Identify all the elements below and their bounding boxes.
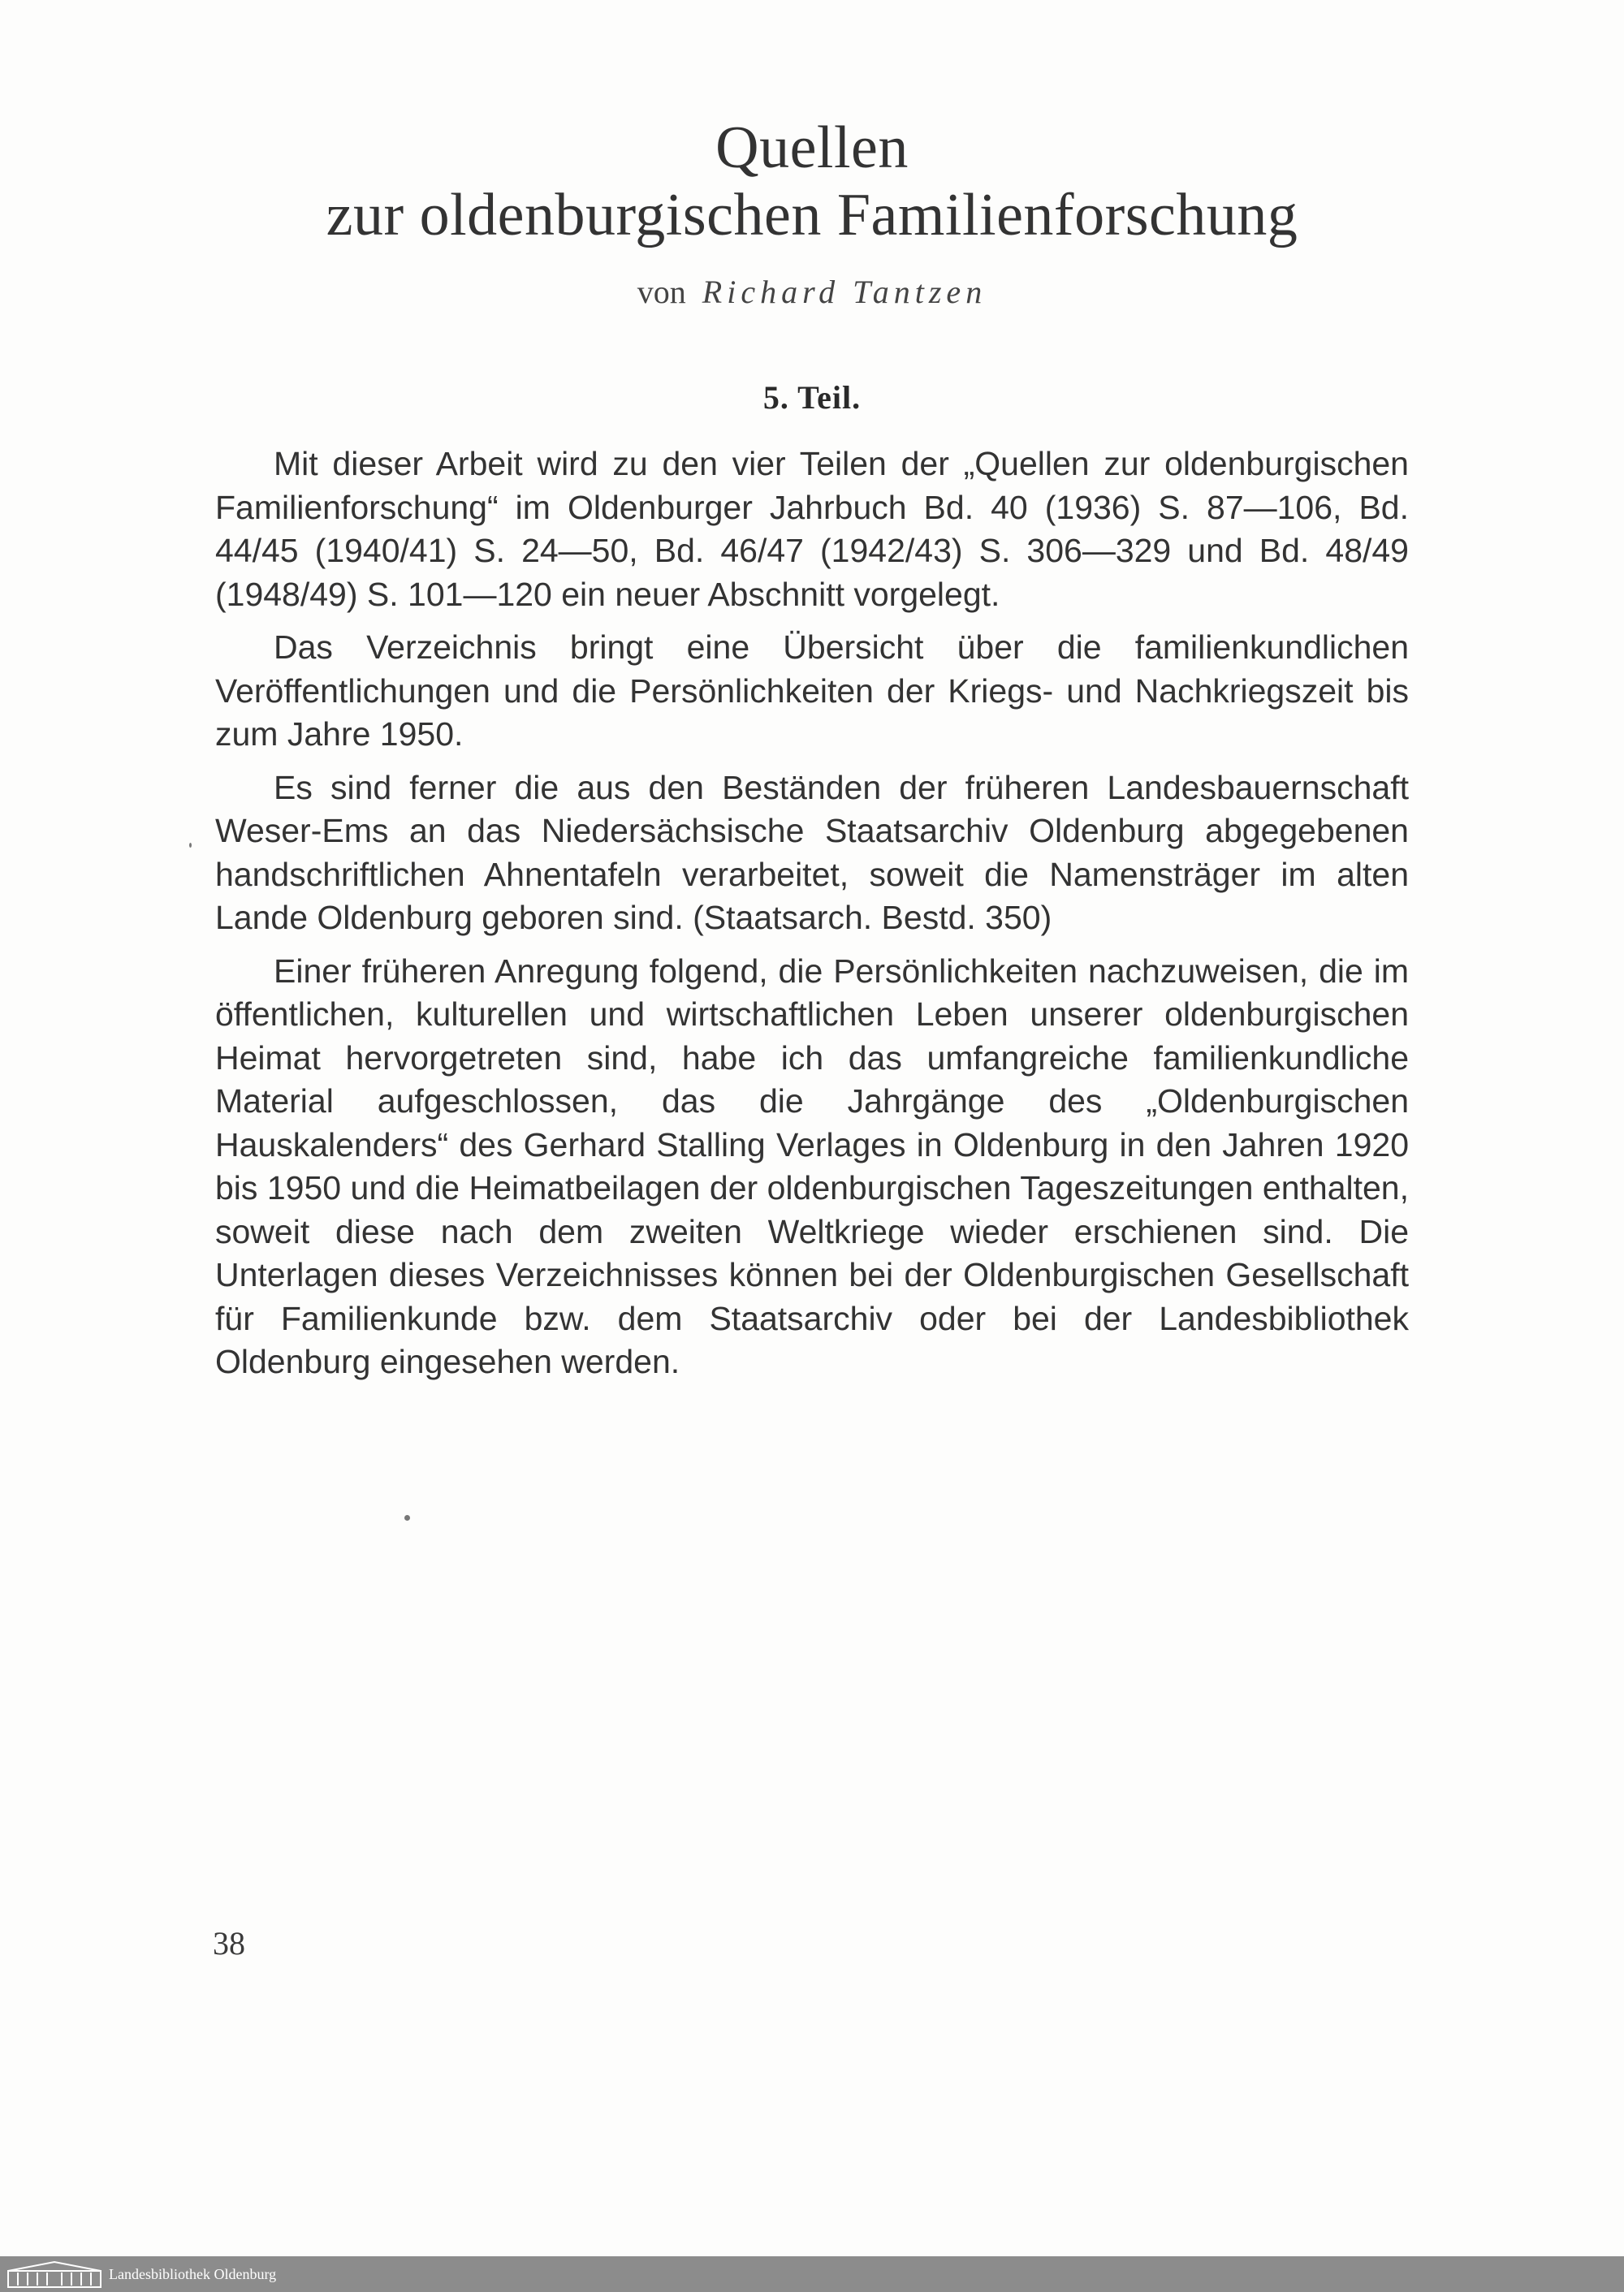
- title-line-1: Quellen: [715, 114, 909, 181]
- author-name: Richard Tantzen: [702, 274, 987, 310]
- title-line-2: zur oldenburgischen Familienforschung: [326, 182, 1298, 248]
- section-heading: 5. Teil.: [762, 379, 862, 416]
- author-prefix: von: [637, 274, 686, 310]
- scan-speck: [404, 1515, 410, 1521]
- paragraph-3: Es sind ferner die aus den Beständen der früheren Landesbauernschaft Weser-Ems an das Niedersächsische Staatsarchiv Oldenburg abgegebenen handschriftlichen Ahnentafeln verarbeitet, soweit die Namensträger im alten Lande Oldenburg geboren sind. (Staatsarch. Bestd. 350): [215, 768, 1409, 936]
- library-building-icon: [6, 2260, 102, 2289]
- body-text: [215, 442, 1409, 1394]
- footer-bar: [0, 2256, 1624, 2292]
- paragraph-4: Einer früheren Anregung folgend, die Persönlichkeiten nachzuweisen, die im öffentlichen, kulturellen und wirtschaftlichen Leben unserer oldenburgischen Heimat hervorgetreten sind, habe ich das umfangreiche familienkundliche Material aufgeschlossen, das die Jahrgänge des „Oldenburgischen Hauskalenders“ des Gerhard Stalling Verlages in Oldenburg in den Jahren 1920 bis 1950 und die Heimatbeilagen der oldenburgischen Tageszeitungen enthalten, soweit diese nach dem zweiten Weltkriege wieder erschienen sind. Die Unterlagen dieses Verzeichnisses können bei der Oldenburgischen Gesellschaft für Familienkunde bzw. dem Staatsarchiv oder bei der Landesbibliothek Oldenburg eingesehen werden.: [215, 952, 1409, 1380]
- paragraph-1: Mit dieser Arbeit wird zu den vier Teilen der „Quellen zur oldenburgischen Familienforschung“ im Oldenburger Jahrbuch Bd. 40 (1936) S. 87—106, Bd. 44/45 (1940/41) S. 24—50, Bd. 46/47 (1942/43) S. 306—329 und Bd. 48/49 (1948/49) S. 101—120 ein neuer Abschnitt vorgelegt.: [215, 445, 1409, 613]
- scan-speck: [189, 843, 192, 848]
- paragraph-2: Das Verzeichnis bringt eine Übersicht über die familienkundlichen Veröffentlichungen und die Persönlichkeiten der Kriegs- und Nachkriegszeit bis zum Jahre 1950.: [215, 628, 1409, 753]
- page-number: 38: [213, 1925, 245, 1962]
- footer-library-name: Landesbibliothek Oldenburg: [109, 2266, 277, 2282]
- author-byline: [0, 273, 1624, 311]
